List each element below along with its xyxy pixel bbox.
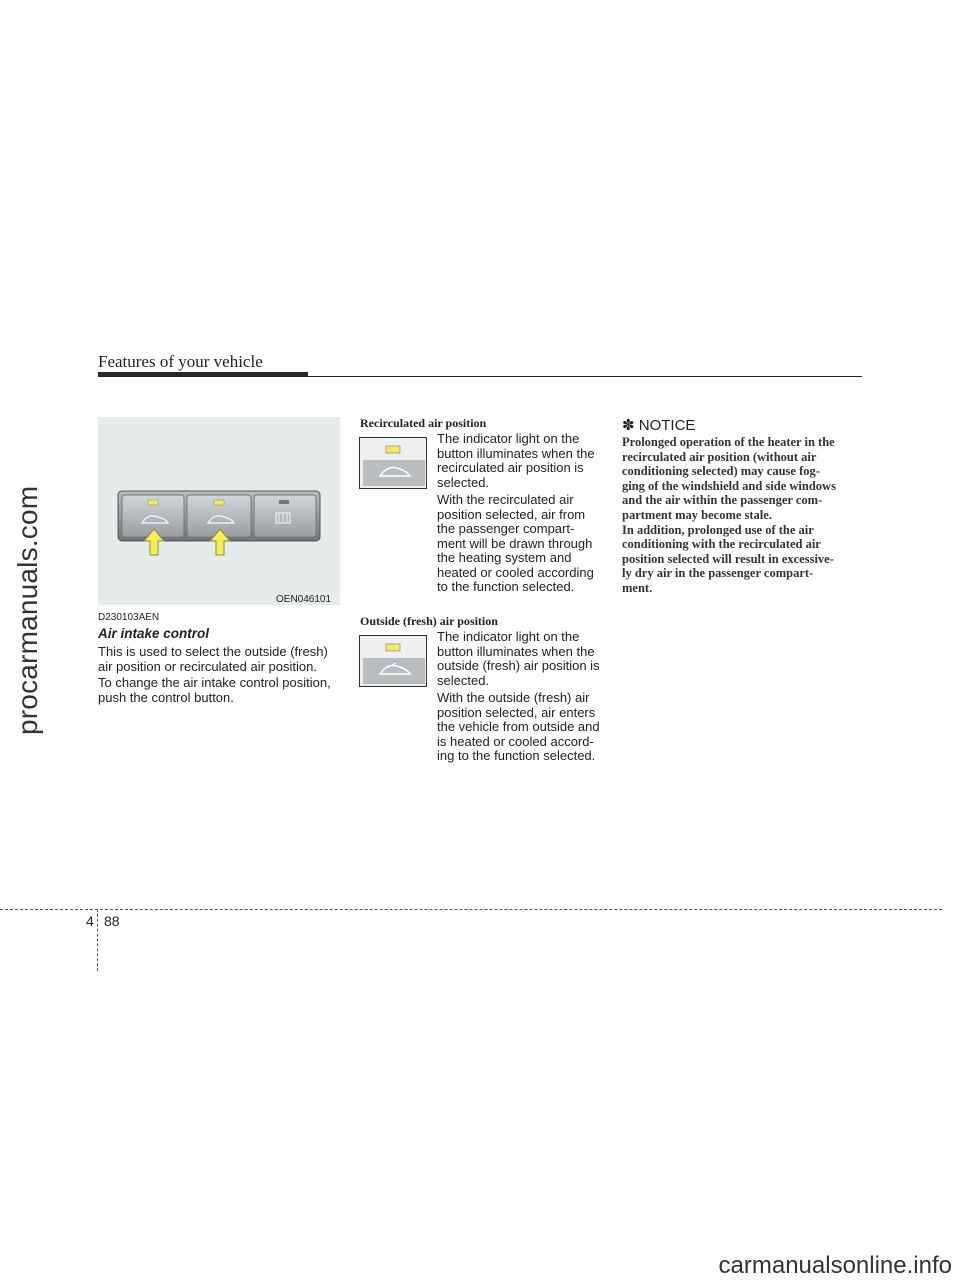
notice-body: Prolonged operation of the heater in the recirculated air position (without air conditioning selected) may cause fog- ging of the windshield and side windows and the air within the passenger com- partment may become stale. In addition, prolonged use of the air conditioning with the recirculated air position selected will result in excessive- ly dry air in the passenger compart- ment. [622, 435, 836, 595]
figure-code: OEN046101 [276, 594, 332, 605]
section-title: Features of your vehicle [98, 352, 263, 371]
document-code: D230103AEN [98, 612, 160, 623]
outside-description: The indicator light on the button illuminates when the outside (fresh) air position is selected. With the outside (fresh) air position selected, air enters the vehicle from outside and is heated or cooled accord- ing to the function selected. [437, 629, 600, 763]
notice-title: ✽ NOTICE [622, 417, 696, 434]
footer-divider [97, 909, 98, 971]
fresh-air-icon [360, 636, 426, 686]
chapter-number: 4 [86, 913, 94, 929]
side-watermark: procarmanuals.com [12, 485, 43, 735]
outside-button-image [359, 635, 427, 687]
intro-paragraph-1: This is used to select the outside (fresh) air position or recirculated air position. [98, 644, 328, 674]
recirculated-title: Recirculated air position [360, 416, 487, 430]
page-number: 88 [104, 913, 120, 929]
recirculated-description: The indicator light on the button illuminates when the recirculated air position is selected. With the recirculated air position selected, air from the passenger compart- ment will be drawn through the heating system and heated or cooled according to the function selected. [437, 431, 595, 594]
recirculate-icon [360, 438, 426, 488]
intro-paragraph-2: To change the air intake control position, push the control button. [98, 675, 331, 705]
air-intake-heading: Air intake control [98, 626, 210, 641]
header-rule [98, 376, 862, 377]
outside-title: Outside (fresh) air position [360, 614, 498, 628]
bottom-watermark: carmanualsonline.info [718, 1252, 952, 1279]
control-panel-figure [98, 417, 340, 605]
footer-rule [0, 909, 942, 910]
control-panel-illustration [98, 417, 340, 605]
recirculated-button-image [359, 437, 427, 489]
